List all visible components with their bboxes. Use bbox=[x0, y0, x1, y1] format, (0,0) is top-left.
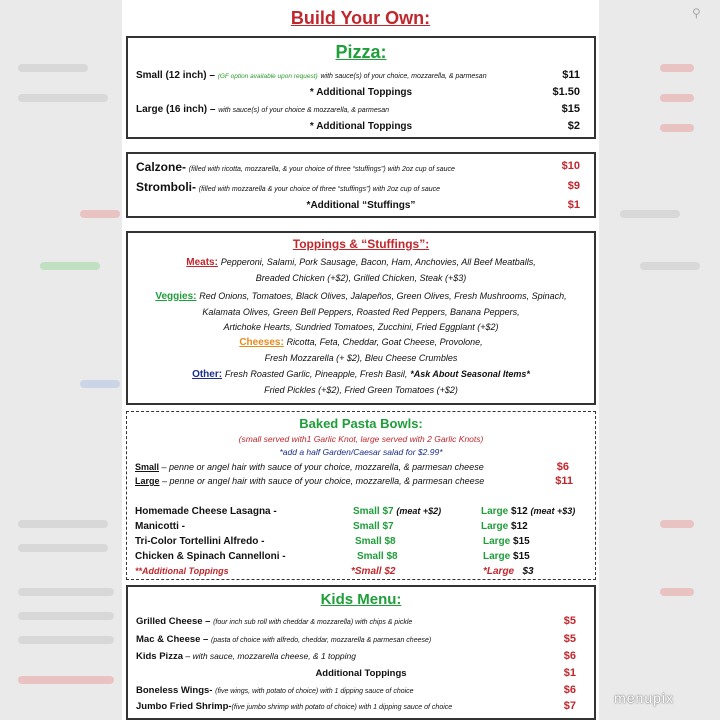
cheeses-line-2: Fresh Mozzarella (+ $2), Bleu Cheese Crumbles bbox=[264, 353, 458, 363]
pizza-large-addl: * Additional Toppings bbox=[309, 121, 413, 132]
pasta-item-name: Chicken & Spinach Cannelloni - bbox=[135, 551, 286, 562]
kids-price: $7 bbox=[563, 700, 576, 712]
pizza-large-addl-price: $2 bbox=[567, 120, 580, 132]
kids-row: Mac & Cheese – (pasta of choice with alfredo, cheddar, mozzarella & parmesan cheese) bbox=[136, 634, 432, 645]
kids-price: $6 bbox=[563, 684, 576, 696]
search-icon: ⚲ bbox=[692, 6, 701, 20]
toppings-section bbox=[126, 231, 596, 405]
pasta-item-small: Small $8 bbox=[355, 536, 396, 547]
page-title: Build Your Own: bbox=[290, 8, 431, 28]
toppings-title: Toppings & “Stuffings”: bbox=[292, 237, 430, 251]
pasta-item-name: Manicotti - bbox=[135, 521, 185, 532]
calzone-row: Calzone- (filled with ricotta, mozzarella, & your choice of three “stuffings”) with 2oz cup of sauce bbox=[136, 160, 455, 174]
veggies-line-2: Kalamata Olives, Green Bell Peppers, Roasted Red Peppers, Banana Peppers, bbox=[202, 307, 520, 317]
kids-price: $1 bbox=[563, 667, 576, 679]
pasta-item-large: Large $15 bbox=[483, 551, 530, 562]
other-line-2: Fried Pickles (+$2), Fried Green Tomatoes (+$2) bbox=[264, 385, 458, 395]
calzone-price: $10 bbox=[561, 160, 580, 172]
kids-price: $6 bbox=[563, 650, 576, 662]
cheeses-line-1: Cheeses: Ricotta, Feta, Cheddar, Goat Cheese, Provolone, bbox=[239, 337, 483, 348]
pasta-addl-small: *Small $2 bbox=[351, 566, 396, 577]
pasta-addl-large: *Large $3 bbox=[483, 566, 534, 577]
kids-row: Grilled Cheese – (four inch sub roll with cheddar & mozzarella) with chips & pickle bbox=[136, 616, 413, 627]
kids-row: Kids Pizza – with sauce, mozzarella cheese, & 1 topping bbox=[136, 651, 356, 662]
pasta-large-price: $11 bbox=[555, 475, 573, 487]
calzone-section bbox=[126, 152, 596, 218]
meats-line-2: Breaded Chicken (+$2), Grilled Chicken, Steak (+$3) bbox=[255, 273, 467, 283]
pasta-small-price: $6 bbox=[556, 461, 569, 473]
meats-line-1: Meats: Pepperoni, Salami, Pork Sausage, Bacon, Ham, Anchovies, All Beef Meatballs, bbox=[186, 257, 536, 268]
stromboli-price: $9 bbox=[567, 180, 580, 192]
pizza-small-addl: * Additional Toppings bbox=[309, 87, 413, 98]
kids-row: Jumbo Fried Shrimp-(five jumbo shrimp with potato of choice) with 1 dipping sauce of choice bbox=[136, 701, 453, 712]
pasta-item-name: Tri-Color Tortellini Alfredo - bbox=[135, 536, 265, 547]
kids-section bbox=[126, 585, 596, 720]
kids-row: Boneless Wings- (five wings, with potato of choice) with 1 dipping sauce of choice bbox=[136, 685, 414, 696]
menu-page bbox=[122, 0, 599, 720]
pasta-section bbox=[126, 411, 596, 580]
pizza-title: Pizza: bbox=[335, 42, 387, 62]
pasta-sub-2: *add a half Garden/Caesar salad for $2.99* bbox=[279, 447, 443, 457]
calzone-addl: *Additional “Stuffings” bbox=[306, 200, 416, 211]
pasta-item-small: Small $8 bbox=[357, 551, 398, 562]
pizza-large-price: $15 bbox=[561, 103, 580, 115]
kids-addl: Additional Toppings bbox=[315, 668, 407, 679]
pasta-addl-label: **Additional Toppings bbox=[135, 566, 229, 576]
kids-title: Kids Menu: bbox=[320, 591, 402, 608]
stromboli-row: Stromboli- (filled with mozzarella & your choice of three “stuffings”) with 2oz cup of sauce bbox=[136, 180, 440, 194]
pizza-small-addl-price: $1.50 bbox=[552, 86, 580, 98]
veggies-line-3: Artichoke Hearts, Sundried Tomatoes, Zucchini, Fried Eggplant (+$2) bbox=[223, 322, 499, 332]
pizza-small-price: $11 bbox=[562, 69, 580, 81]
pasta-item-name: Homemade Cheese Lasagna - bbox=[135, 506, 277, 517]
pasta-item-small: Small $7 (meat +$2) bbox=[353, 506, 442, 517]
veggies-line-1: Veggies: Red Onions, Tomatoes, Black Olives, Jalapeños, Green Olives, Fresh Mushrooms, Spinach, bbox=[155, 291, 567, 302]
pasta-item-large: Large $12 bbox=[481, 521, 528, 532]
calzone-addl-price: $1 bbox=[567, 199, 580, 211]
pasta-item-large: Large $15 bbox=[483, 536, 530, 547]
pasta-item-small: Small $7 bbox=[353, 521, 394, 532]
pasta-sub-1: (small served with1 Garlic Knot, large served with 2 Garlic Knots) bbox=[238, 434, 484, 444]
watermark-logo: menupix bbox=[614, 690, 674, 706]
pizza-section bbox=[126, 36, 596, 139]
pasta-title: Baked Pasta Bowls: bbox=[299, 416, 423, 431]
kids-price: $5 bbox=[563, 615, 576, 627]
pasta-large-row: Large – penne or angel hair with sauce of your choice, mozzarella, & parmesan cheese bbox=[135, 476, 485, 486]
other-line-1: Other: Fresh Roasted Garlic, Pineapple, Fresh Basil, *Ask About Seasonal Items* bbox=[192, 369, 530, 380]
kids-price: $5 bbox=[563, 633, 576, 645]
pasta-small-row: Small – penne or angel hair with sauce of your choice, mozzarella, & parmesan cheese bbox=[135, 462, 484, 472]
pasta-item-large: Large $12 (meat +$3) bbox=[481, 506, 576, 517]
pizza-row-small: Small (12 inch) – (GF option available upon request) with sauce(s) of your choice, mozzarella, & parmesan bbox=[136, 70, 487, 81]
pizza-row-large: Large (16 inch) – with sauce(s) of your choice & mozzarella, & parmesan bbox=[136, 104, 390, 115]
